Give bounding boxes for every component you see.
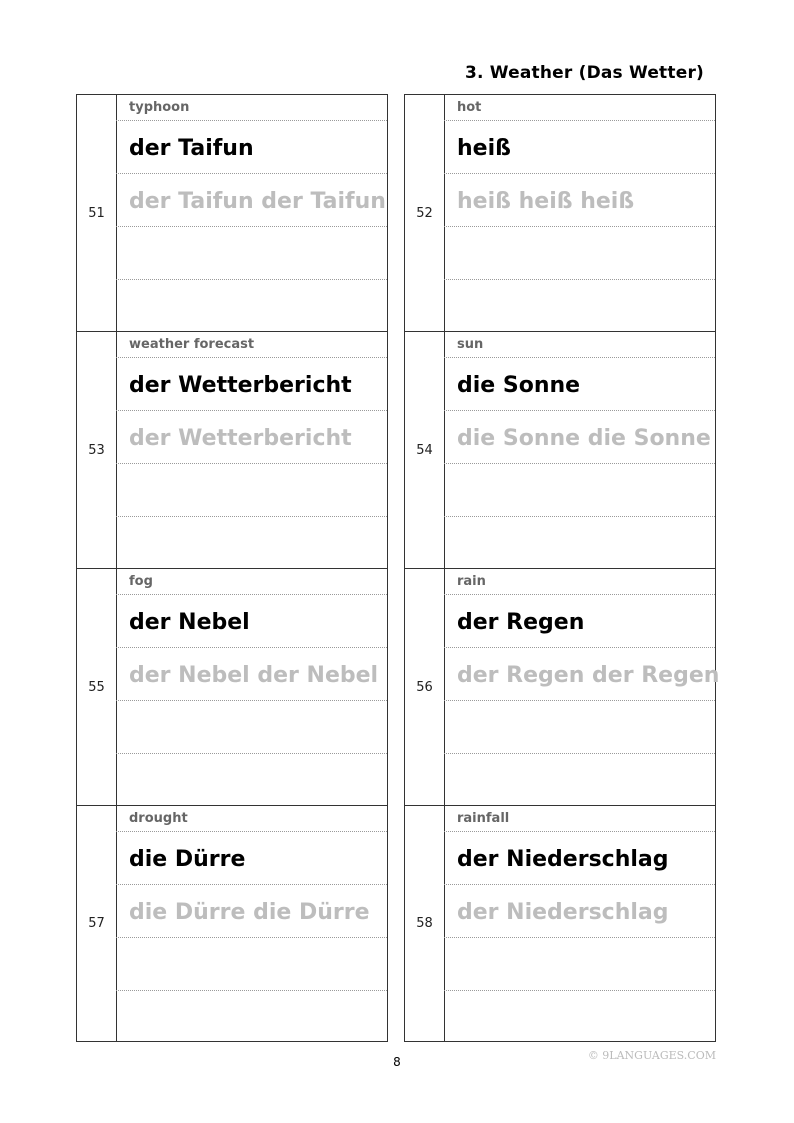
- card-number: 56: [405, 569, 445, 805]
- writing-lines: [444, 569, 720, 805]
- vocab-card: [76, 331, 388, 568]
- writing-lines: [116, 332, 387, 568]
- english-word: drought: [116, 806, 387, 832]
- german-word: der Niederschlag: [444, 832, 715, 885]
- blank-practice-line[interactable]: [444, 938, 715, 991]
- english-word: rainfall: [444, 806, 715, 832]
- german-word: der Wetterbericht: [116, 358, 387, 411]
- left-column: [76, 94, 388, 1042]
- vocab-card: [404, 331, 716, 568]
- blank-practice-line[interactable]: [444, 701, 715, 754]
- blank-practice-line[interactable]: [116, 991, 387, 1044]
- vocab-card: [76, 805, 388, 1042]
- writing-lines: [116, 806, 387, 1041]
- blank-practice-line[interactable]: [444, 754, 715, 807]
- blank-practice-line[interactable]: [116, 280, 387, 333]
- card-number: 58: [405, 806, 445, 1041]
- german-word: heiß: [444, 121, 715, 174]
- vocab-card: [404, 805, 716, 1042]
- tracing-text: heiß heiß heiß: [444, 174, 715, 227]
- writing-lines: [116, 569, 387, 805]
- writing-lines: [444, 806, 715, 1041]
- tracing-text: die Sonne die Sonne: [444, 411, 715, 464]
- tracing-text: der Taifun der Taifun: [116, 174, 387, 227]
- tracing-text: die Dürre die Dürre: [116, 885, 387, 938]
- tracing-text: der Regen der Regen: [444, 648, 715, 701]
- card-number: 54: [405, 332, 445, 568]
- vocab-card: [76, 94, 388, 331]
- german-word: die Dürre: [116, 832, 387, 885]
- german-word: der Nebel: [116, 595, 387, 648]
- right-column: [404, 94, 720, 1042]
- tracing-text: der Niederschlag: [444, 885, 715, 938]
- blank-practice-line[interactable]: [444, 280, 715, 333]
- german-word: die Sonne: [444, 358, 715, 411]
- card-number: 57: [77, 806, 117, 1041]
- vocab-card: [404, 94, 716, 331]
- writing-lines: [444, 332, 715, 568]
- writing-lines: [444, 95, 715, 331]
- blank-practice-line[interactable]: [116, 701, 387, 754]
- card-number: 55: [77, 569, 117, 805]
- blank-practice-line[interactable]: [444, 517, 715, 570]
- blank-practice-line[interactable]: [444, 991, 715, 1044]
- vocab-card: [404, 568, 720, 805]
- german-word: der Taifun: [116, 121, 387, 174]
- english-word: typhoon: [116, 95, 387, 121]
- card-number: 51: [77, 95, 117, 331]
- blank-practice-line[interactable]: [116, 938, 387, 991]
- blank-practice-line[interactable]: [444, 227, 715, 280]
- blank-practice-line[interactable]: [116, 517, 387, 570]
- card-number: 53: [77, 332, 117, 568]
- page-number: 8: [393, 1055, 401, 1069]
- vocab-card: [76, 568, 388, 805]
- english-word: fog: [116, 569, 387, 595]
- english-word: weather forecast: [116, 332, 387, 358]
- writing-lines: [116, 95, 387, 331]
- tracing-text: der Nebel der Nebel: [116, 648, 387, 701]
- english-word: sun: [444, 332, 715, 358]
- blank-practice-line[interactable]: [116, 754, 387, 807]
- page-title: 3. Weather (Das Wetter): [464, 63, 704, 83]
- blank-practice-line[interactable]: [444, 464, 715, 517]
- german-word: der Regen: [444, 595, 715, 648]
- english-word: rain: [444, 569, 715, 595]
- blank-practice-line[interactable]: [116, 464, 387, 517]
- copyright-notice: © 9LANGUAGES.COM: [587, 1049, 716, 1062]
- blank-practice-line[interactable]: [116, 227, 387, 280]
- tracing-text: der Wetterbericht: [116, 411, 387, 464]
- card-number: 52: [405, 95, 445, 331]
- english-word: hot: [444, 95, 715, 121]
